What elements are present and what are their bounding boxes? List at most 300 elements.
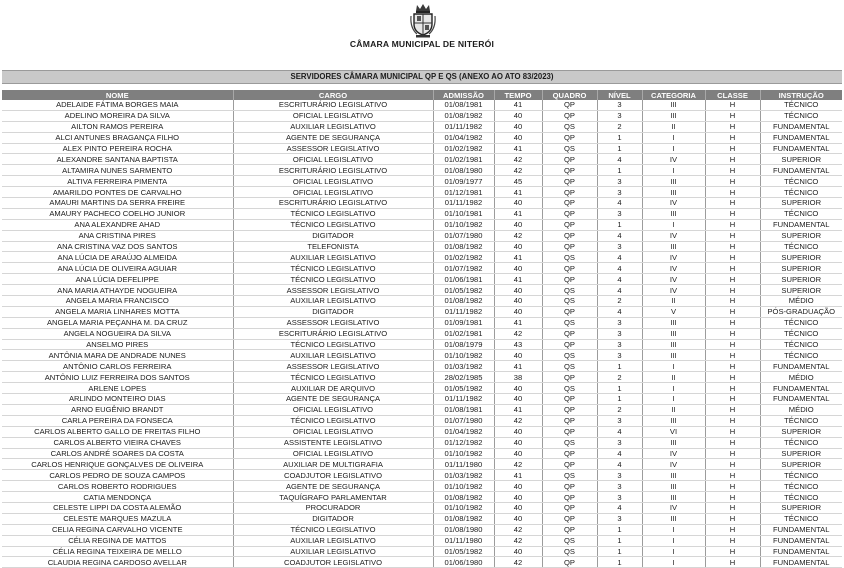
- cell-categoria: III: [642, 100, 705, 110]
- cell-categoria: IV: [642, 502, 705, 513]
- cell-instrucao: FUNDAMENTAL: [760, 394, 842, 405]
- table-row: [2, 296, 842, 307]
- cell-categoria: I: [642, 143, 705, 154]
- table-body: [2, 100, 842, 568]
- cell-nivel: 1: [597, 143, 642, 154]
- cell-nome: AMAURI MARTINS DA SERRA FREIRE: [2, 198, 233, 209]
- cell-nivel: 3: [597, 339, 642, 350]
- cell-admissao: 01/08/1982: [433, 492, 494, 503]
- cell-nivel: 1: [597, 383, 642, 394]
- cell-nivel: 4: [597, 230, 642, 241]
- cell-cargo: ASSESSOR LEGISLATIVO: [233, 317, 433, 328]
- cell-categoria: IV: [642, 263, 705, 274]
- cell-nivel: 1: [597, 394, 642, 405]
- cell-admissao: 01/08/1982: [433, 241, 494, 252]
- cell-tempo: 42: [494, 328, 542, 339]
- cell-categoria: III: [642, 241, 705, 252]
- cell-quadro: QP: [542, 132, 597, 143]
- cell-cargo: TÉCNICO LEGISLATIVO: [233, 263, 433, 274]
- cell-admissao: 01/10/1982: [433, 219, 494, 230]
- cell-nome: CARLOS PEDRO DE SOUZA CAMPOS: [2, 470, 233, 481]
- cell-categoria: V: [642, 306, 705, 317]
- table-row: [2, 274, 842, 285]
- cell-cargo: AUXILIAR LEGISLATIVO: [233, 252, 433, 263]
- table-row: [2, 165, 842, 176]
- cell-nome: CÉLIA REGINA TEIXEIRA DE MELLO: [2, 546, 233, 557]
- cell-categoria: III: [642, 328, 705, 339]
- staff-table: [2, 90, 842, 568]
- cell-classe: H: [705, 535, 760, 546]
- cell-admissao: 01/08/1981: [433, 404, 494, 415]
- cell-categoria: IV: [642, 285, 705, 296]
- cell-tempo: 41: [494, 404, 542, 415]
- cell-nivel: 4: [597, 198, 642, 209]
- cell-admissao: 01/09/1977: [433, 176, 494, 187]
- cell-cargo: AGENTE DE SEGURANÇA: [233, 481, 433, 492]
- cell-nivel: 4: [597, 426, 642, 437]
- cell-classe: H: [705, 187, 760, 198]
- column-header-nivel[interactable]: NÍVEL: [597, 90, 642, 100]
- table-row: [2, 317, 842, 328]
- cell-instrucao: FUNDAMENTAL: [760, 121, 842, 132]
- cell-tempo: 42: [494, 415, 542, 426]
- cell-quadro: QP: [542, 230, 597, 241]
- table-row: [2, 198, 842, 209]
- table-row: [2, 481, 842, 492]
- cell-nivel: 4: [597, 154, 642, 165]
- cell-classe: H: [705, 513, 760, 524]
- cell-nome: CLAUDIA REGINA CARDOSO AVELLAR: [2, 557, 233, 568]
- cell-categoria: I: [642, 361, 705, 372]
- cell-classe: H: [705, 296, 760, 307]
- cell-quadro: QP: [542, 165, 597, 176]
- cell-classe: H: [705, 317, 760, 328]
- cell-admissao: 01/03/1982: [433, 470, 494, 481]
- cell-admissao: 01/07/1982: [433, 263, 494, 274]
- cell-quadro: QP: [542, 241, 597, 252]
- cell-admissao: 01/08/1979: [433, 339, 494, 350]
- cell-tempo: 41: [494, 208, 542, 219]
- cell-cargo: OFICIAL LEGISLATIVO: [233, 187, 433, 198]
- table-row: [2, 502, 842, 513]
- cell-categoria: III: [642, 187, 705, 198]
- table-row: [2, 404, 842, 415]
- cell-cargo: COADJUTOR LEGISLATIVO: [233, 470, 433, 481]
- table-row: [2, 132, 842, 143]
- cell-admissao: 01/02/1981: [433, 328, 494, 339]
- cell-nome: CARLOS HENRIQUE GONÇALVES DE OLIVEIRA: [2, 459, 233, 470]
- cell-nome: ANA LÚCIA DEFELIPPE: [2, 274, 233, 285]
- cell-nivel: 2: [597, 121, 642, 132]
- cell-categoria: III: [642, 513, 705, 524]
- cell-nivel: 3: [597, 241, 642, 252]
- cell-classe: H: [705, 470, 760, 481]
- cell-categoria: I: [642, 546, 705, 557]
- cell-quadro: QP: [542, 208, 597, 219]
- cell-quadro: QP: [542, 524, 597, 535]
- cell-classe: H: [705, 198, 760, 209]
- cell-admissao: 01/08/1980: [433, 524, 494, 535]
- cell-admissao: 01/10/1982: [433, 502, 494, 513]
- cell-categoria: III: [642, 176, 705, 187]
- cell-instrucao: FUNDAMENTAL: [760, 535, 842, 546]
- cell-nome: CELIA REGINA CARVALHO VICENTE: [2, 524, 233, 535]
- cell-nome: ARNO EUGÊNIO BRANDT: [2, 404, 233, 415]
- cell-instrucao: TÉCNICO: [760, 208, 842, 219]
- cell-nome: ADELINO MOREIRA DA SILVA: [2, 110, 233, 121]
- table-row: [2, 361, 842, 372]
- cell-instrucao: FUNDAMENTAL: [760, 524, 842, 535]
- cell-nivel: 1: [597, 524, 642, 535]
- column-header-admissao[interactable]: ADMISSÃO: [433, 90, 494, 100]
- cell-instrucao: SUPERIOR: [760, 230, 842, 241]
- table-row: [2, 339, 842, 350]
- cell-nivel: 3: [597, 187, 642, 198]
- cell-categoria: III: [642, 208, 705, 219]
- cell-classe: H: [705, 241, 760, 252]
- cell-admissao: 01/11/1982: [433, 198, 494, 209]
- cell-tempo: 41: [494, 317, 542, 328]
- cell-cargo: AGENTE DE SEGURANÇA: [233, 394, 433, 405]
- table-row: [2, 459, 842, 470]
- cell-nome: ANTÔNIO CARLOS FERREIRA: [2, 361, 233, 372]
- table-row: [2, 524, 842, 535]
- cell-instrucao: FUNDAMENTAL: [760, 557, 842, 568]
- cell-categoria: II: [642, 296, 705, 307]
- table-row: [2, 263, 842, 274]
- cell-quadro: QP: [542, 176, 597, 187]
- table-row: [2, 557, 842, 568]
- cell-cargo: PROCURADOR: [233, 502, 433, 513]
- cell-nome: CELESTE LIPPI DA COSTA ALEMÃO: [2, 502, 233, 513]
- table-row: [2, 121, 842, 132]
- cell-instrucao: FUNDAMENTAL: [760, 165, 842, 176]
- table-row: [2, 513, 842, 524]
- cell-classe: H: [705, 165, 760, 176]
- cell-cargo: TÉCNICO LEGISLATIVO: [233, 415, 433, 426]
- cell-nivel: 3: [597, 470, 642, 481]
- cell-nome: AMARILDO PONTES DE CARVALHO: [2, 187, 233, 198]
- table-row: [2, 426, 842, 437]
- cell-nivel: 4: [597, 502, 642, 513]
- cell-categoria: I: [642, 219, 705, 230]
- table-row: [2, 415, 842, 426]
- cell-categoria: I: [642, 524, 705, 535]
- organization-title: CÂMARA MUNICIPAL DE NITERÓI: [349, 39, 495, 49]
- cell-cargo: OFICIAL LEGISLATIVO: [233, 154, 433, 165]
- table-row: [2, 383, 842, 394]
- cell-admissao: 01/02/1982: [433, 143, 494, 154]
- cell-tempo: 40: [494, 383, 542, 394]
- table-row: [2, 535, 842, 546]
- cell-quadro: QS: [542, 285, 597, 296]
- column-header-categoria[interactable]: CATEGORIA: [642, 90, 705, 100]
- cell-classe: H: [705, 339, 760, 350]
- cell-quadro: QP: [542, 154, 597, 165]
- cell-admissao: 01/10/1982: [433, 448, 494, 459]
- cell-tempo: 38: [494, 372, 542, 383]
- cell-instrucao: FUNDAMENTAL: [760, 132, 842, 143]
- cell-nome: ANGELA MARIA FRANCISCO: [2, 296, 233, 307]
- cell-instrucao: SUPERIOR: [760, 426, 842, 437]
- column-header-instrucao[interactable]: INSTRUÇÃO: [760, 90, 842, 100]
- column-header-classe[interactable]: CLASSE: [705, 90, 760, 100]
- cell-instrucao: PÓS-GRADUAÇÃO: [760, 306, 842, 317]
- cell-categoria: IV: [642, 154, 705, 165]
- cell-admissao: 01/07/1980: [433, 415, 494, 426]
- cell-quadro: QS: [542, 143, 597, 154]
- cell-quadro: QS: [542, 470, 597, 481]
- cell-instrucao: TÉCNICO: [760, 437, 842, 448]
- cell-admissao: 01/06/1980: [433, 557, 494, 568]
- cell-quadro: QP: [542, 198, 597, 209]
- cell-classe: H: [705, 100, 760, 110]
- cell-classe: H: [705, 143, 760, 154]
- table-row: [2, 372, 842, 383]
- cell-instrucao: SUPERIOR: [760, 263, 842, 274]
- cell-categoria: VI: [642, 426, 705, 437]
- cell-cargo: AUXILIAR DE MULTIGRAFIA: [233, 459, 433, 470]
- cell-classe: H: [705, 404, 760, 415]
- cell-instrucao: FUNDAMENTAL: [760, 143, 842, 154]
- cell-nivel: 3: [597, 350, 642, 361]
- cell-cargo: TÉCNICO LEGISLATIVO: [233, 274, 433, 285]
- cell-nome: CÉLIA REGINA DE MATTOS: [2, 535, 233, 546]
- cell-cargo: AUXILIAR LEGISLATIVO: [233, 535, 433, 546]
- cell-quadro: QS: [542, 361, 597, 372]
- cell-classe: H: [705, 437, 760, 448]
- cell-instrucao: TÉCNICO: [760, 492, 842, 503]
- cell-categoria: III: [642, 415, 705, 426]
- cell-nome: ANA ALEXANDRE AHAD: [2, 219, 233, 230]
- cell-cargo: AGENTE DE SEGURANÇA: [233, 132, 433, 143]
- column-header-nome[interactable]: NOME: [2, 90, 233, 100]
- cell-admissao: 01/12/1981: [433, 187, 494, 198]
- cell-cargo: TÉCNICO LEGISLATIVO: [233, 219, 433, 230]
- cell-categoria: I: [642, 394, 705, 405]
- table-row: [2, 470, 842, 481]
- cell-tempo: 40: [494, 513, 542, 524]
- cell-tempo: 43: [494, 339, 542, 350]
- cell-classe: H: [705, 394, 760, 405]
- cell-nome: ANSELMO PIRES: [2, 339, 233, 350]
- table-row: [2, 154, 842, 165]
- cell-admissao: 01/04/1982: [433, 426, 494, 437]
- table-header-row: [2, 90, 842, 100]
- cell-tempo: 40: [494, 285, 542, 296]
- table-row: [2, 394, 842, 405]
- cell-quadro: QP: [542, 459, 597, 470]
- cell-cargo: TÉCNICO LEGISLATIVO: [233, 339, 433, 350]
- cell-nivel: 3: [597, 328, 642, 339]
- cell-categoria: IV: [642, 448, 705, 459]
- cell-tempo: 40: [494, 502, 542, 513]
- cell-tempo: 40: [494, 546, 542, 557]
- cell-classe: H: [705, 426, 760, 437]
- cell-nivel: 3: [597, 492, 642, 503]
- table-row: [2, 219, 842, 230]
- cell-cargo: OFICIAL LEGISLATIVO: [233, 426, 433, 437]
- cell-admissao: 01/11/1980: [433, 459, 494, 470]
- cell-nome: CARLA PEREIRA DA FONSECA: [2, 415, 233, 426]
- cell-nivel: 1: [597, 165, 642, 176]
- cell-quadro: QP: [542, 274, 597, 285]
- cell-classe: H: [705, 415, 760, 426]
- cell-cargo: OFICIAL LEGISLATIVO: [233, 176, 433, 187]
- cell-admissao: 01/04/1982: [433, 132, 494, 143]
- cell-nivel: 1: [597, 535, 642, 546]
- table-row: [2, 100, 842, 110]
- cell-instrucao: TÉCNICO: [760, 481, 842, 492]
- cell-nivel: 4: [597, 263, 642, 274]
- cell-nome: ANA CRISTINA PIRES: [2, 230, 233, 241]
- cell-quadro: QP: [542, 404, 597, 415]
- cell-classe: H: [705, 252, 760, 263]
- cell-instrucao: SUPERIOR: [760, 448, 842, 459]
- cell-tempo: 42: [494, 154, 542, 165]
- cell-nivel: 1: [597, 219, 642, 230]
- cell-quadro: QP: [542, 481, 597, 492]
- cell-nome: ADELAIDE FÁTIMA BORGES MAIA: [2, 100, 233, 110]
- cell-cargo: TÉCNICO LEGISLATIVO: [233, 524, 433, 535]
- cell-admissao: 01/11/1982: [433, 121, 494, 132]
- cell-quadro: QP: [542, 426, 597, 437]
- cell-classe: H: [705, 557, 760, 568]
- cell-quadro: QP: [542, 513, 597, 524]
- cell-nome: ALEXANDRE SANTANA BAPTISTA: [2, 154, 233, 165]
- cell-classe: H: [705, 361, 760, 372]
- cell-classe: H: [705, 263, 760, 274]
- cell-classe: H: [705, 121, 760, 132]
- cell-admissao: 01/05/1982: [433, 383, 494, 394]
- cell-classe: H: [705, 383, 760, 394]
- cell-instrucao: FUNDAMENTAL: [760, 219, 842, 230]
- cell-cargo: ASSESSOR LEGISLATIVO: [233, 285, 433, 296]
- cell-classe: H: [705, 524, 760, 535]
- cell-tempo: 40: [494, 306, 542, 317]
- cell-nome: ALEX PINTO PEREIRA ROCHA: [2, 143, 233, 154]
- cell-nome: CARLOS ALBERTO GALLO DE FREITAS FILHO: [2, 426, 233, 437]
- cell-classe: H: [705, 208, 760, 219]
- cell-categoria: III: [642, 470, 705, 481]
- cell-tempo: 40: [494, 394, 542, 405]
- cell-quadro: QS: [542, 350, 597, 361]
- cell-categoria: IV: [642, 198, 705, 209]
- cell-tempo: 41: [494, 361, 542, 372]
- cell-nome: ANGELA MARIA PEÇANHA M. DA CRUZ: [2, 317, 233, 328]
- cell-categoria: III: [642, 481, 705, 492]
- cell-nivel: 3: [597, 208, 642, 219]
- cell-nome: ANA LÚCIA DE OLIVEIRA AGUIAR: [2, 263, 233, 274]
- table-row: [2, 492, 842, 503]
- cell-quadro: QS: [542, 252, 597, 263]
- cell-admissao: 01/02/1982: [433, 252, 494, 263]
- column-header-tempo[interactable]: TEMPO: [494, 90, 542, 100]
- cell-cargo: ESCRITURÁRIO LEGISLATIVO: [233, 100, 433, 110]
- cell-tempo: 42: [494, 459, 542, 470]
- cell-tempo: 40: [494, 350, 542, 361]
- cell-nome: AMAURY PACHECO COELHO JUNIOR: [2, 208, 233, 219]
- cell-categoria: IV: [642, 252, 705, 263]
- cell-nivel: 3: [597, 317, 642, 328]
- cell-nome: ARLENE LOPES: [2, 383, 233, 394]
- cell-tempo: 41: [494, 274, 542, 285]
- table-row: [2, 285, 842, 296]
- cell-classe: H: [705, 481, 760, 492]
- cell-tempo: 40: [494, 132, 542, 143]
- column-header-cargo[interactable]: CARGO: [233, 90, 433, 100]
- cell-nome: ANGELA MARIA LINHARES MOTTA: [2, 306, 233, 317]
- table-row: [2, 143, 842, 154]
- cell-quadro: QP: [542, 263, 597, 274]
- cell-categoria: III: [642, 110, 705, 121]
- cell-admissao: 01/10/1982: [433, 481, 494, 492]
- cell-tempo: 40: [494, 198, 542, 209]
- cell-instrucao: TÉCNICO: [760, 328, 842, 339]
- cell-instrucao: SUPERIOR: [760, 198, 842, 209]
- cell-classe: H: [705, 154, 760, 165]
- cell-classe: H: [705, 274, 760, 285]
- cell-classe: H: [705, 350, 760, 361]
- cell-nivel: 4: [597, 285, 642, 296]
- cell-cargo: ESCRITURÁRIO LEGISLATIVO: [233, 165, 433, 176]
- cell-nivel: 3: [597, 176, 642, 187]
- cell-admissao: 01/07/1980: [433, 230, 494, 241]
- cell-cargo: DIGITADOR: [233, 306, 433, 317]
- cell-categoria: I: [642, 557, 705, 568]
- cell-instrucao: FUNDAMENTAL: [760, 361, 842, 372]
- cell-admissao: 01/11/1982: [433, 306, 494, 317]
- cell-cargo: AUXILIAR LEGISLATIVO: [233, 546, 433, 557]
- cell-cargo: ASSESSOR LEGISLATIVO: [233, 143, 433, 154]
- cell-admissao: 01/08/1982: [433, 296, 494, 307]
- coat-of-arms-icon: [409, 2, 437, 38]
- cell-tempo: 41: [494, 100, 542, 110]
- cell-nome: ALTAMIRA NUNES SARMENTO: [2, 165, 233, 176]
- cell-admissao: 01/08/1982: [433, 513, 494, 524]
- cell-nome: ANTÔNIO LUIZ FERREIRA DOS SANTOS: [2, 372, 233, 383]
- cell-categoria: II: [642, 404, 705, 415]
- cell-nivel: 1: [597, 132, 642, 143]
- cell-quadro: QP: [542, 492, 597, 503]
- cell-quadro: QP: [542, 306, 597, 317]
- cell-classe: H: [705, 372, 760, 383]
- cell-nivel: 3: [597, 513, 642, 524]
- table-row: [2, 110, 842, 121]
- cell-admissao: 01/09/1981: [433, 317, 494, 328]
- cell-instrucao: MÉDIO: [760, 372, 842, 383]
- cell-nivel: 4: [597, 448, 642, 459]
- cell-classe: H: [705, 448, 760, 459]
- cell-tempo: 42: [494, 535, 542, 546]
- cell-admissao: 01/02/1981: [433, 154, 494, 165]
- document-title: SERVIDORES CÂMARA MUNICIPAL QP E QS (ANEXO AO ATO 83/2023): [2, 70, 842, 84]
- cell-instrucao: TÉCNICO: [760, 241, 842, 252]
- cell-nome: CARLOS ANDRÉ SOARES DA COSTA: [2, 448, 233, 459]
- cell-quadro: QS: [542, 383, 597, 394]
- cell-categoria: II: [642, 121, 705, 132]
- cell-categoria: I: [642, 535, 705, 546]
- table-row: [2, 328, 842, 339]
- cell-admissao: 01/08/1981: [433, 100, 494, 110]
- column-header-quadro[interactable]: QUADRO: [542, 90, 597, 100]
- cell-tempo: 41: [494, 252, 542, 263]
- cell-cargo: COADJUTOR LEGISLATIVO: [233, 557, 433, 568]
- cell-cargo: AUXILIAR LEGISLATIVO: [233, 296, 433, 307]
- cell-quadro: QP: [542, 328, 597, 339]
- table-row: [2, 448, 842, 459]
- cell-instrucao: TÉCNICO: [760, 513, 842, 524]
